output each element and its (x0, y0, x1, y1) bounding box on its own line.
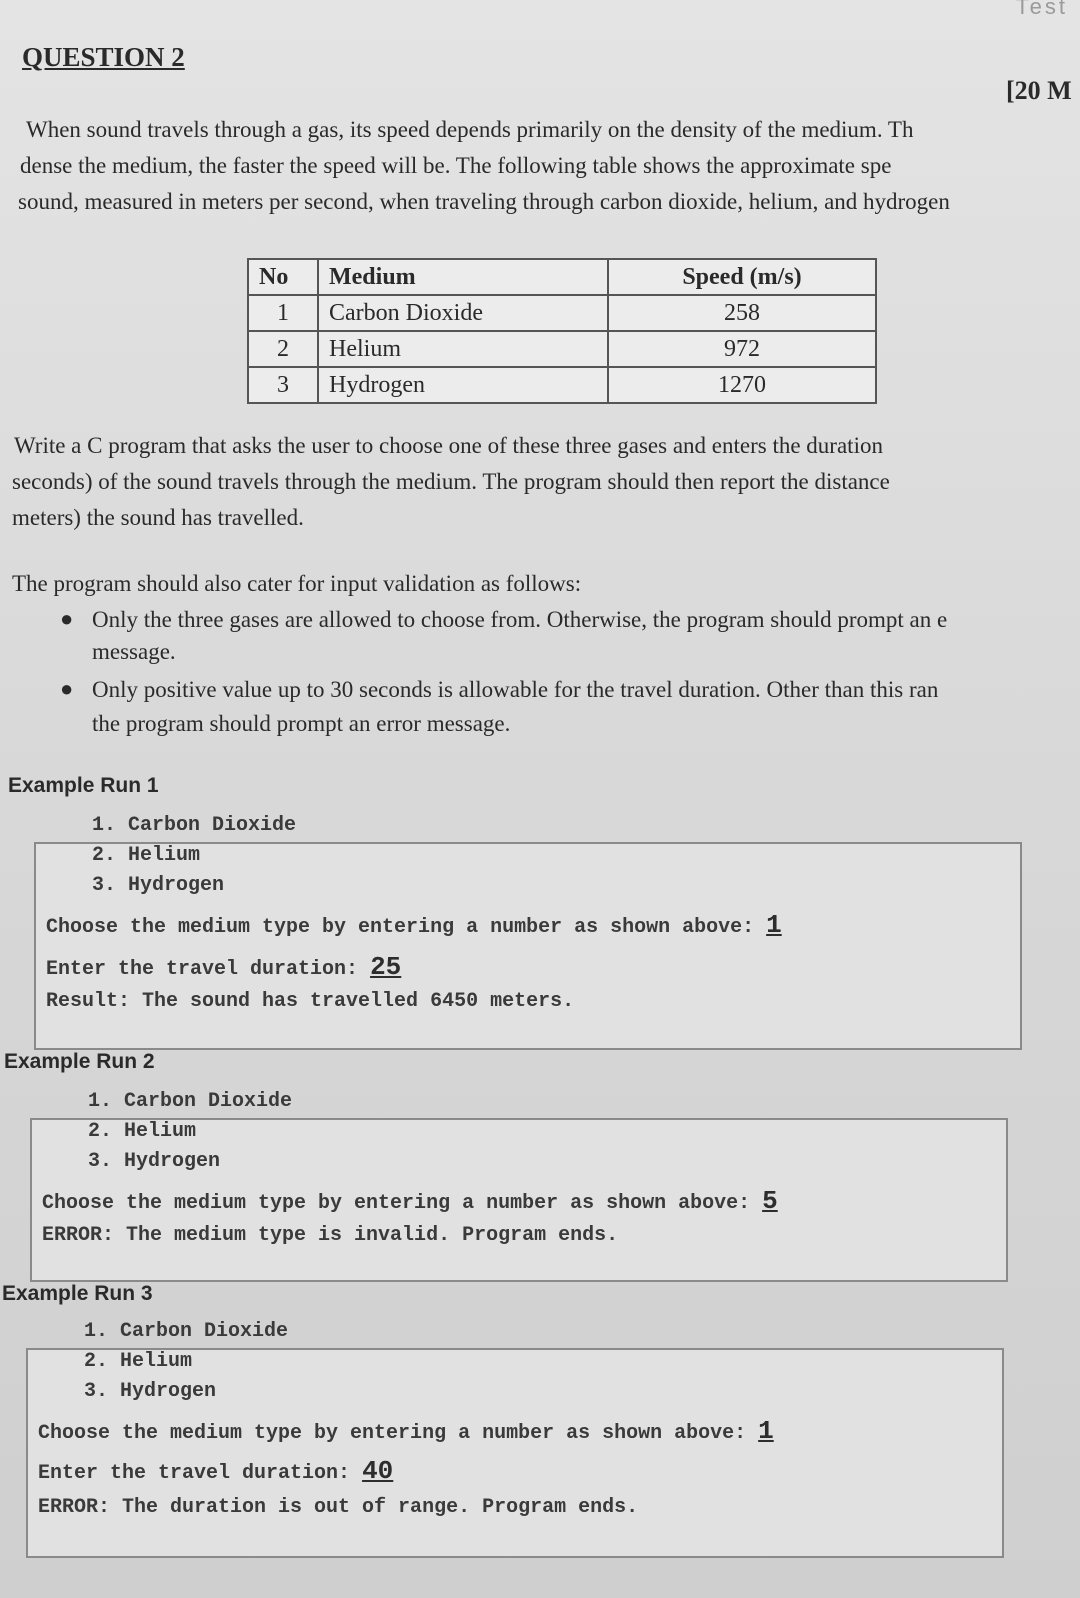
cell-no: 3 (248, 367, 318, 403)
run1-duration-prompt: Enter the travel duration: (46, 958, 359, 981)
run3-duration-prompt: Enter the travel duration: (38, 1462, 351, 1485)
run1-prompt: Choose the medium type by entering a number as shown above: (46, 916, 755, 939)
header-medium: Medium (318, 259, 608, 295)
run1-input-duration: 25 (370, 952, 402, 982)
task-line-1: Write a C program that asks the user to choose one of these three gases and enters the duration (14, 433, 883, 458)
corner-header-text: Test (1015, 0, 1068, 19)
run2-menu-item-2: 2. Helium (88, 1120, 197, 1143)
run3-console (26, 1348, 1004, 1558)
run3-menu-item-1: 1. Carbon Dioxide (84, 1320, 289, 1343)
bullet-1-line-1: Only the three gases are allowed to choose from. Otherwise, the program should prompt an e (92, 607, 948, 632)
header-no: No (248, 259, 318, 295)
speed-table (247, 258, 877, 404)
run1-menu-item-3: 3. Hydrogen (92, 874, 225, 897)
run2-menu-item-1: 1. Carbon Dioxide (88, 1090, 293, 1113)
intro-line-2: dense the medium, the faster the speed will be. The following table shows the approximate spe (20, 153, 892, 178)
run2-menu-item-3: 3. Hydrogen (88, 1150, 221, 1173)
table-row (248, 367, 876, 403)
run2-console (30, 1118, 1008, 1282)
run1-menu-item-1: 1. Carbon Dioxide (92, 814, 297, 837)
example-run-1-label: Example Run 1 (8, 774, 159, 797)
intro-line-3: sound, measured in meters per second, when traveling through carbon dioxide, helium, and hydrogen (18, 189, 950, 214)
run3-prompt: Choose the medium type by entering a number as shown above: (38, 1422, 747, 1445)
example-run-2-label: Example Run 2 (4, 1050, 155, 1073)
cell-speed: 1270 (608, 367, 876, 403)
table-row (248, 295, 876, 331)
bullet-2-line-2: the program should prompt an error message. (92, 711, 511, 736)
run3-result: ERROR: The duration is out of range. Program ends. (38, 1496, 639, 1519)
run3-menu-item-3: 3. Hydrogen (84, 1380, 217, 1403)
cell-medium: Helium (318, 331, 608, 367)
bullet-2-line-1: Only positive value up to 30 seconds is allowable for the travel duration. Other than this ran (92, 677, 939, 702)
table-row (248, 331, 876, 367)
run1-prompt-line (46, 910, 782, 940)
run2-prompt-line (42, 1186, 778, 1216)
run2-result: ERROR: The medium type is invalid. Program ends. (42, 1224, 619, 1247)
header-speed: Speed (m/s) (608, 259, 876, 295)
intro-line-1: When sound travels through a gas, its speed depends primarily on the density of the medium. Th (26, 117, 914, 142)
task-line-2: seconds) of the sound travels through the medium. The program should then report the distance (12, 469, 890, 494)
cell-speed: 258 (608, 295, 876, 331)
cell-speed: 972 (608, 331, 876, 367)
cell-no: 2 (248, 331, 318, 367)
question-marks: [20 M (1006, 76, 1072, 105)
bullet-2-icon: ● (60, 676, 74, 701)
cell-medium: Carbon Dioxide (318, 295, 608, 331)
run1-console (34, 842, 1022, 1050)
example-run-3-label: Example Run 3 (2, 1282, 153, 1305)
run1-input-medium: 1 (766, 910, 782, 940)
bullet-1-icon: ● (60, 606, 74, 631)
table-header-row (248, 259, 876, 295)
run3-prompt-line (38, 1416, 774, 1446)
run3-input-medium: 1 (758, 1416, 774, 1446)
cell-no: 1 (248, 295, 318, 331)
task-line-3: meters) the sound has travelled. (12, 505, 304, 530)
validation-intro: The program should also cater for input validation as follows: (12, 571, 582, 596)
run2-prompt: Choose the medium type by entering a number as shown above: (42, 1192, 751, 1215)
question-title: QUESTION 2 (22, 42, 185, 72)
run3-menu-item-2: 2. Helium (84, 1350, 193, 1373)
bullet-1-line-2: message. (92, 639, 176, 664)
run3-duration-line (38, 1456, 393, 1486)
run3-input-duration: 40 (362, 1456, 394, 1486)
cell-medium: Hydrogen (318, 367, 608, 403)
run1-result: Result: The sound has travelled 6450 meters. (46, 990, 575, 1013)
run1-menu-item-2: 2. Helium (92, 844, 201, 867)
run1-duration-line (46, 952, 401, 982)
run2-input-medium: 5 (762, 1186, 778, 1216)
